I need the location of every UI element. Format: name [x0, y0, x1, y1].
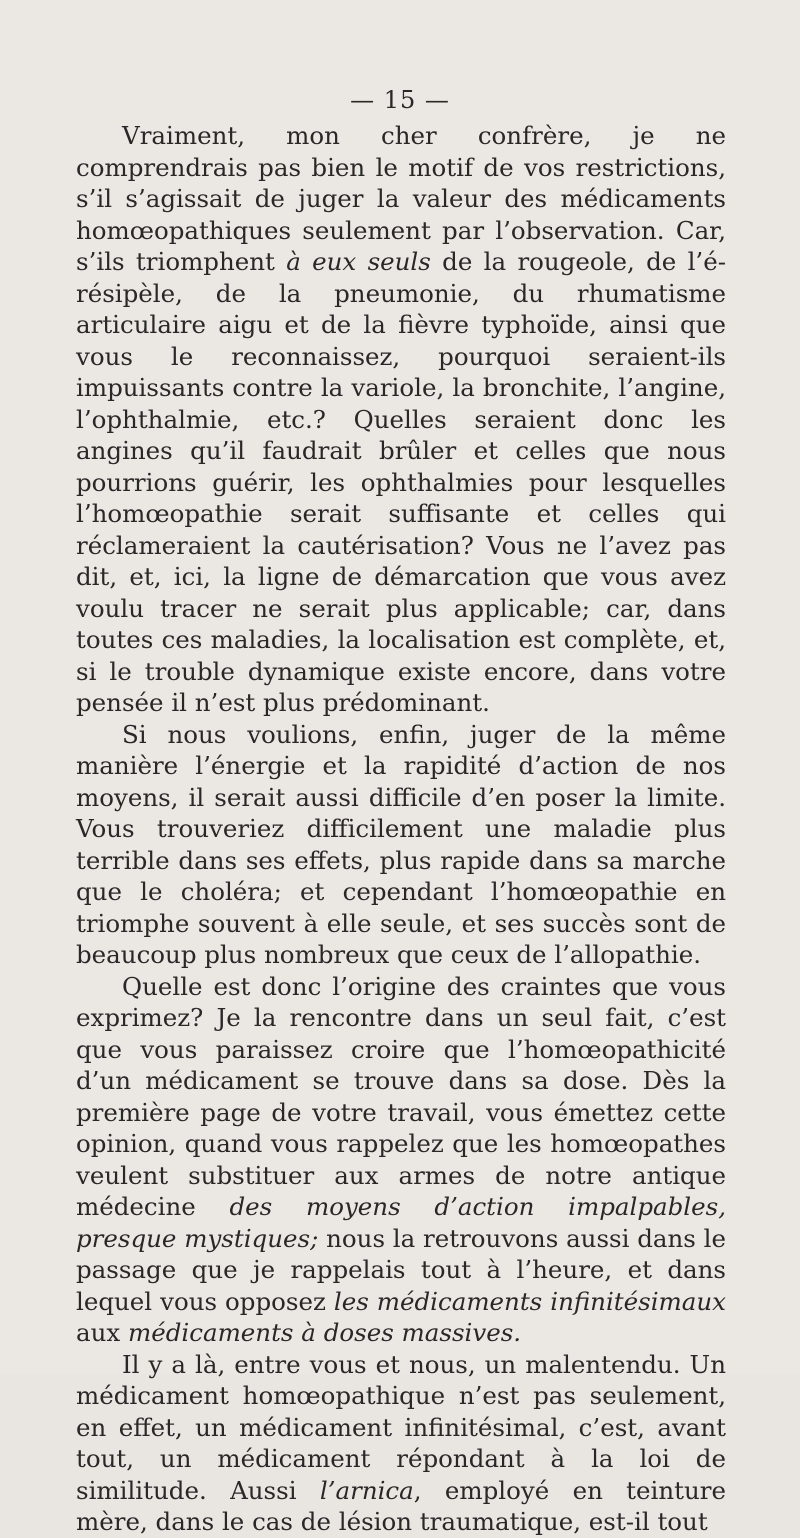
- text-run: de la rougeole, de l’érésipèle, de la pneumonie, du rhumatisme articulaire aigu et de la fièvre typhoïde, ainsi que vous le reconnaissez, pourquoi seraient-ils impuissants contre la variole, la bronchite, l’angine, l’ophthalmie, etc.? Quelles seraient donc les angines qu’il faudrait brûler et celles que nous pourrions guérir, les ophthalmies pour lesquelles l’homœopathie serait suffisante et celles qui réclameraient la cautérisation? Vous ne l’avez pas dit, et, ici, la ligne de démarcation que vous avez voulu tracer ne serait plus applicable; car, dans toutes ces maladies, la localisation est complète, et, si le trouble dynamique existe encore, dans votre pensée il n’est plus prédominant.: [76, 247, 726, 717]
- text-run: , employé en teinture mère, dans le cas de lésion traumatique, est-il tout: [76, 1475, 726, 1536]
- paragraph: [76, 719, 726, 971]
- text-run: Il y a là, entre vous et nous, un malentendu. Un médicament homœopathique n’est pas seulement, en effet, un médicament infinitésimal, c’est, avant tout, un médicament répondant à la loi de similitude. Aussi: [76, 1349, 726, 1505]
- text-run: Quelle est donc l’origine des craintes que vous exprimez? Je la rencontre dans un seul fait, c’est que vous paraissez croire que l’homœopathicité d’un médicament se trouve dans sa dose. Dès la première page de votre travail, vous émettez cette opinion, quand vous rappelez que les homœopathes veulent substituer aux armes de notre antique médecine: [76, 971, 726, 1221]
- text-run: Si nous voulions, enfin, juger de la même manière l’énergie et la rapidité d’action de nos moyens, il serait aussi difficile d’en poser la limite. Vous trouveriez difficilement une maladie plus terrible dans ses effets, plus rapide dans sa marche que le choléra; et cependant l’homœopathie en triomphe souvent à elle seule, et ses succès sont de beaucoup plus nombreux que ceux de l’allopathie.: [76, 719, 726, 969]
- text-run: aux: [76, 1318, 128, 1347]
- italic-text: l’arnica: [319, 1475, 414, 1505]
- italic-text: à eux seuls: [286, 247, 431, 276]
- page-number: — 15 —: [350, 86, 450, 114]
- italic-text: des moyens d’action impalpables, presque mystiques;: [76, 1192, 726, 1253]
- italic-text: les médicaments infinitésimaux: [333, 1286, 726, 1316]
- paragraph: [76, 1349, 726, 1538]
- italic-text: médicaments à doses massives.: [128, 1318, 522, 1347]
- paragraph: [76, 971, 726, 1349]
- body-text: [76, 120, 726, 1538]
- text-run: nous la retrouvons aussi dans le passage que je rappelais tout à l’heure, et dans lequel vous opposez: [76, 1223, 726, 1316]
- text-run: Vraiment, mon cher confrère, je ne comprendrais pas bien le motif de vos restrictions, s’il s’agissait de juger la valeur des médicaments homœopathiques seulement par l’observation. Car, s’ils triomphent: [76, 121, 726, 276]
- paragraph: [76, 120, 726, 719]
